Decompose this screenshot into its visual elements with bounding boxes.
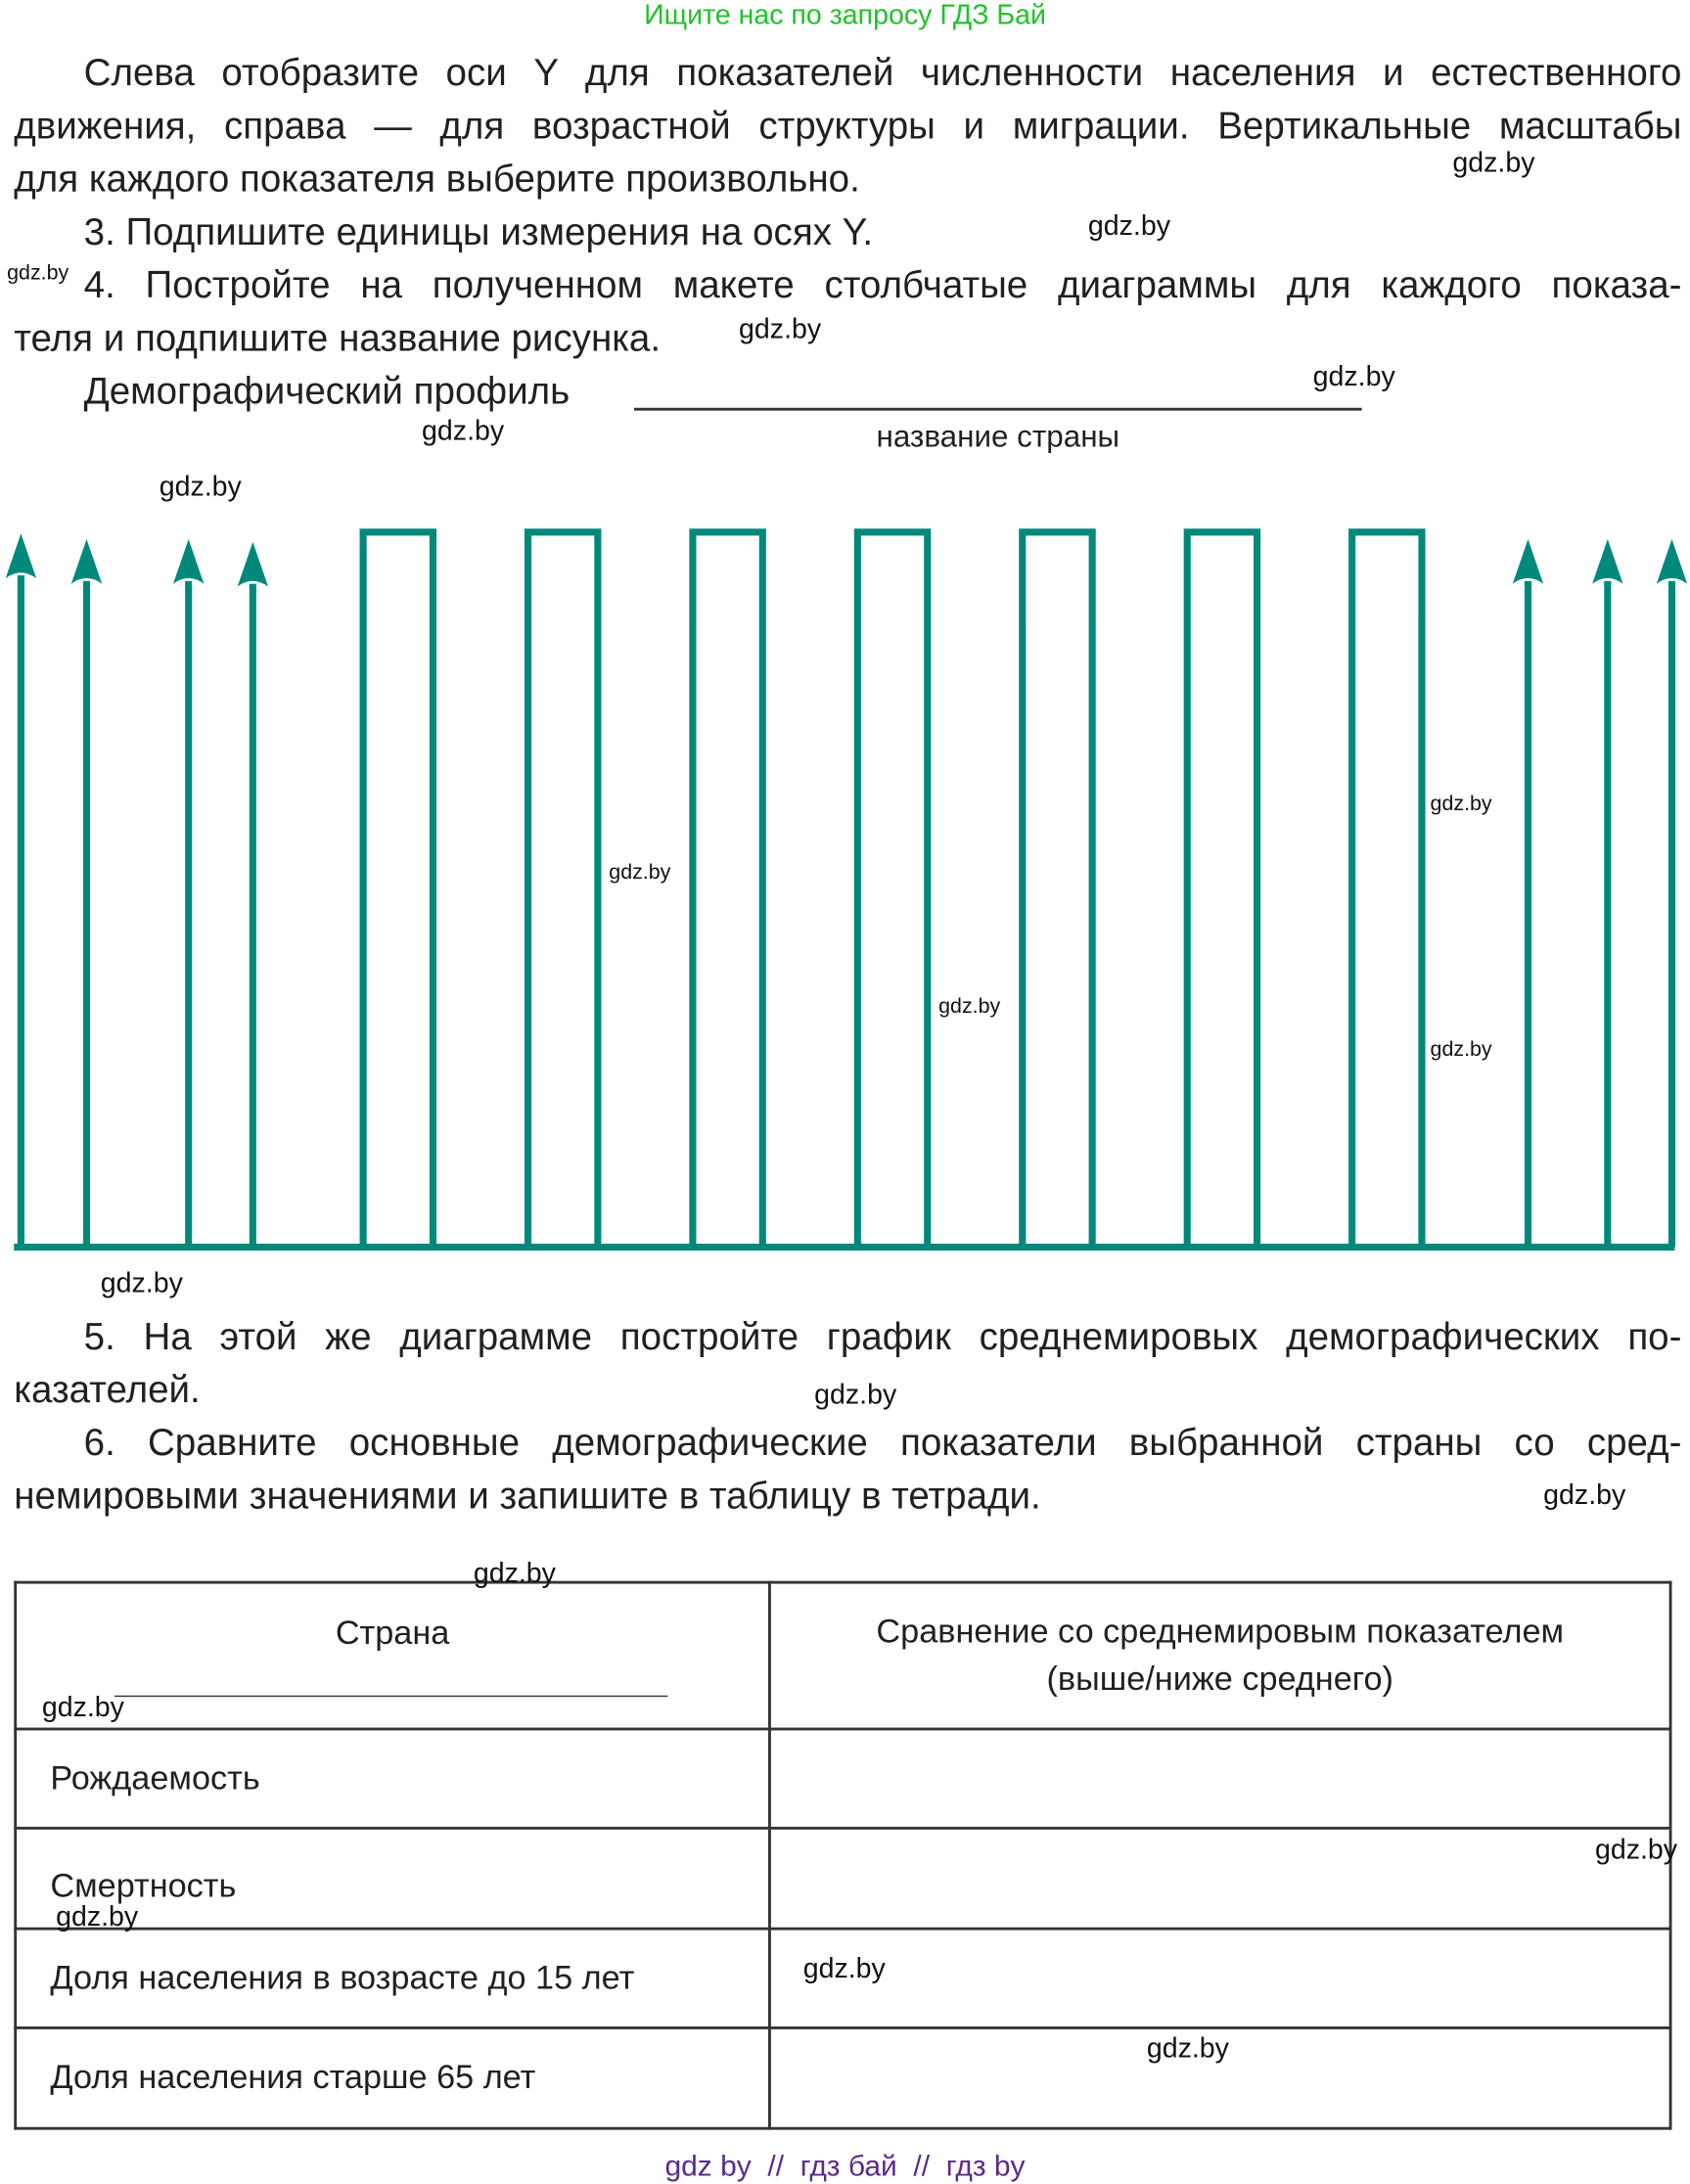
country-caption: название страны [876, 419, 1120, 454]
watermark: gdz.by [7, 260, 69, 286]
col2-header-line: (выше/ниже среднего) [1046, 1660, 1393, 1698]
row-label: Рождаемость [16, 1729, 770, 1828]
text-line: Слева отобразите оси Y для показателей численности населения и естественного [83, 51, 1682, 94]
watermark: gdz.by [159, 472, 242, 503]
table-row [16, 1729, 1670, 1828]
text-line: казателей. [14, 1368, 201, 1411]
watermark: gdz.by [1312, 361, 1395, 393]
comparison-table [14, 1581, 1671, 2130]
search-hint: Ищите нас по запросу ГДЗ Бай [644, 0, 1046, 31]
watermark: gdz.by [609, 860, 671, 885]
footer-links[interactable]: gdz by // гдз бай // гдз by [664, 2151, 1026, 2183]
watermark: gdz.by [1430, 1037, 1492, 1062]
bar-frame [363, 532, 433, 1248]
text-line: движения, справа — для возрастной структуры и миграции. Вертикальные масштабы [14, 105, 1682, 147]
watermark: gdz.by [422, 416, 505, 447]
watermark: gdz.by [100, 1267, 183, 1299]
row-label: Доля населения в возрасте до 15 лет [16, 1929, 770, 2027]
col2-header-line: Сравнение со среднемировым показателем [876, 1612, 1565, 1651]
text-line: теля и подпишите название рисунка. [14, 316, 662, 359]
row-answer-cell[interactable] [769, 1929, 1670, 2027]
watermark: gdz.by [938, 994, 1001, 1019]
watermark: gdz.by [1430, 792, 1492, 816]
text-line: немировыми значениями и запишите в таблицу в тетради. [14, 1475, 1041, 1518]
text-line: для каждого показателя выберите произвольно. [14, 158, 860, 201]
table-row [16, 2027, 1670, 2128]
watermark: gdz.by [802, 1953, 886, 1985]
watermark: gdz.by [1543, 1479, 1626, 1512]
axis-arrow-icon [238, 542, 268, 587]
table-header-row [16, 1582, 1670, 1729]
bar-frame [693, 532, 762, 1248]
axis-arrow-icon [1657, 539, 1687, 584]
table-row [16, 1828, 1670, 1929]
axis-arrow-icon [173, 539, 204, 584]
bar-frame [1187, 532, 1256, 1248]
watermark: gdz.by [56, 1901, 139, 1934]
country-field-underline[interactable] [114, 1696, 667, 1697]
axis-arrow-icon [1513, 539, 1543, 584]
watermark: gdz.by [1594, 1835, 1678, 1866]
watermark: gdz.by [41, 1692, 124, 1724]
text-line: 4. Постройте на полученном макете столбчатые диаграммы для каждого показа- [83, 263, 1682, 306]
text-line: 5. На этой же диаграмме постройте график среднемировых демографических по- [83, 1315, 1682, 1358]
bar-frame [857, 532, 927, 1248]
watermark: gdz.by [1452, 148, 1535, 179]
chart-template [0, 517, 1690, 1271]
row-label: Доля населения старше 65 лет [16, 2027, 770, 2128]
row-answer-cell[interactable] [769, 1828, 1670, 1929]
row-label: Смертность [16, 1828, 770, 1929]
axis-arrow-icon [71, 539, 102, 584]
bar-frame [1023, 532, 1092, 1248]
watermark: gdz.by [739, 314, 822, 345]
step-3: 3. Подпишите единицы измерения на осях Y. [83, 210, 874, 253]
bar-frame [1352, 532, 1422, 1248]
axis-arrow-icon [6, 533, 36, 578]
row-answer-cell[interactable] [769, 1729, 1670, 1828]
bar-frame [528, 532, 598, 1248]
col2-header [769, 1582, 1670, 1729]
col1-header [16, 1582, 770, 1729]
text-line: 6. Сравните основные демографические показатели выбранной страны со сред- [83, 1421, 1682, 1464]
watermark: gdz.by [473, 1558, 556, 1590]
profile-label: Демографический профиль [83, 370, 571, 413]
col1-header-label: Страна [335, 1614, 450, 1653]
watermark: gdz.by [1146, 2033, 1229, 2065]
country-underline[interactable] [634, 408, 1362, 411]
axis-arrow-icon [1592, 539, 1622, 584]
watermark: gdz.by [814, 1380, 897, 1411]
watermark: gdz.by [1087, 210, 1170, 242]
